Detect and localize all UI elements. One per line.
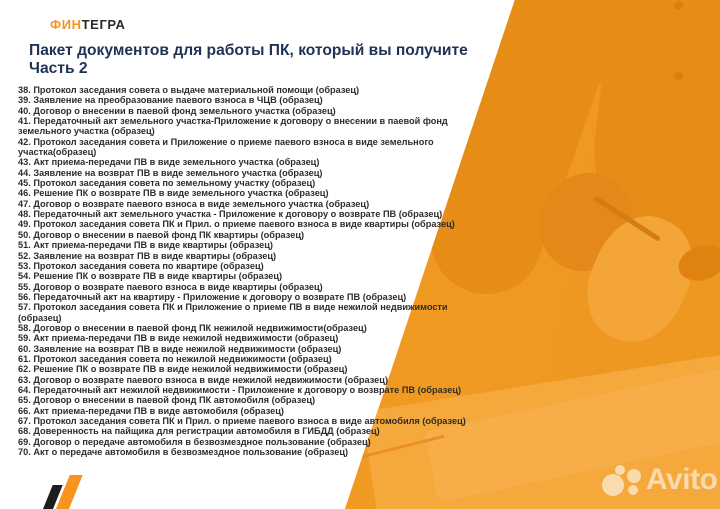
document-list-item [18,426,466,436]
document-list-item [18,292,466,302]
brand-logo [50,17,126,32]
brand-logo-suffix: ТЕГРА [81,17,126,32]
document-line: 58. Договор о внесении в паевой фонд ПК нежилой недвижимости(образец) [18,322,367,333]
document-list-item [18,116,466,137]
document-line: 59. Акт приема-передачи ПВ в виде нежилой недвижимости (образец) [18,333,339,344]
document-list-item [18,364,466,374]
document-line: 70. Акт о передаче автомобиля в безвозмездное пользование (образец) [18,447,349,458]
document-line: 47. Договор о возврате паевого взноса в виде земельного участка (образец) [18,198,370,209]
document-line: 60. Заявление на возврат ПВ в виде нежилой недвижимости (образец) [18,343,342,354]
document-list-item [18,416,466,426]
document-list-item [18,209,466,219]
document-list-item [18,230,466,240]
document-line: 66. Акт приема-передачи ПВ в виде автомобиля (образец) [18,405,284,416]
page-subtitle: Часть 2 [29,59,88,77]
document-line: 38. Протокол заседания совета о выдаче материальной помощи (образец) [18,85,360,95]
document-line: 40. Договор о внесении в паевой фонд земельного участка (образец) [18,105,336,116]
page-title-line: Пакет документов для работы ПК, который вы получите [29,42,468,59]
document-list-item [18,157,466,167]
document-list-item [18,261,466,271]
document-line: 61. Протокол заседания совета по нежилой недвижимости (образец) [18,353,332,364]
document-list-item [18,406,466,416]
document-list-item [18,137,466,158]
photo-shirt-button [674,72,683,81]
document-list-item [18,178,466,188]
document-list-item [18,199,466,209]
document-line: 65. Договор о внесении в паевой фонд ПК автомобиля (образец) [18,395,316,406]
document-line: 67. Протокол заседания совета ПК и Прил. о приеме паевого взноса в виде автомобиля (образец) [18,416,466,426]
document-line: 43. Акт приема-передачи ПВ в виде земельного участка (образец) [18,157,320,168]
document-line: 51. Акт приема-передачи ПВ в виде квартиры (образец) [18,240,273,251]
document-list [18,85,466,457]
document-line: (образец) [18,312,62,323]
document-list-item [18,354,466,364]
document-list-item [18,106,466,116]
document-list-item [18,219,466,229]
document-list-item [18,344,466,354]
brand-mark-orange-bar [56,475,83,509]
document-line: 52. Заявление на возврат ПВ в виде квартиры (образец) [18,250,277,261]
document-line: 50. Договор о внесении в паевой фонд ПК квартиры (образец) [18,229,305,240]
avito-logo-icon [600,459,646,501]
document-list-item [18,333,466,343]
brand-logo-prefix: ФИН [50,17,82,32]
document-line: 45. Протокол заседания совета по земельному участку (образец) [18,178,316,189]
document-list-item [18,437,466,447]
document-line: 46. Решение ПК о возврате ПВ в виде земельного участка (образец) [18,188,329,199]
document-line: 62. Решение ПК о возврате ПВ в виде нежилой недвижимости (образец) [18,364,348,375]
document-list-item [18,375,466,385]
document-line: 57. Протокол заседания совета ПК и Приложение о приеме ПВ в виде нежилой недвижимости [18,302,448,313]
document-line: 44. Заявление на возврат ПВ в виде земельного участка (образец) [18,167,323,178]
document-line: 53. Протокол заседания совета по квартире (образец) [18,260,264,271]
document-list-item [18,271,466,281]
document-line: 55. Договор о возврате паевого взноса в виде квартиры (образец) [18,281,323,292]
document-line: 41. Передаточный акт земельного участка-Приложение к договору о внесении в паевой фонд [18,116,448,127]
document-list-item [18,282,466,292]
document-line: 54. Решение ПК о возврате ПВ в виде квартиры (образец) [18,271,283,282]
document-line: 39. Заявление на преобразование паевого взноса в ЧЦВ (образец) [18,95,323,106]
document-list-item [18,395,466,405]
document-line: 42. Протокол заседания совета и Приложение о приеме паевого взноса в виде земельного [18,136,434,147]
avito-watermark [600,459,717,501]
document-line: земельного участка (образец) [18,126,155,137]
document-line: участка(образец) [18,147,97,158]
document-line: 48. Передаточный акт земельного участка - Приложение к договору о возврате ПВ (образец) [18,209,443,220]
photo-shirt-button [674,1,683,10]
document-list-item [18,447,466,457]
document-line: 68. Доверенность на пайщика для регистрации автомобиля в ГИБДД (образец) [18,426,380,437]
document-list-item [18,85,466,95]
document-line: 49. Протокол заседания совета ПК и Прил. о приеме паевого взноса в виде квартиры (образец) [18,219,455,230]
document-line: 69. Договор о передаче автомобиля в безвозмездное пользование (образец) [18,436,371,447]
document-list-item [18,95,466,105]
document-list-item [18,302,466,323]
document-line: 56. Передаточный акт на квартиру - Приложение к договору о возврате ПВ (образец) [18,291,407,302]
page-title [29,42,468,77]
document-line: 64. Передаточный акт нежилой недвижимости - Приложение к договору о возврате ПВ (образец) [18,384,462,395]
document-list-item [18,240,466,250]
document-list-item [18,385,466,395]
document-list-item [18,323,466,333]
avito-watermark-label: Avito [646,463,718,496]
document-line: 63. Договор о возврате паевого взноса в виде нежилой недвижимости (образец) [18,374,388,385]
brand-mark-black-bar [43,485,63,509]
document-list-item [18,251,466,261]
document-list-item [18,188,466,198]
document-list-item [18,168,466,178]
